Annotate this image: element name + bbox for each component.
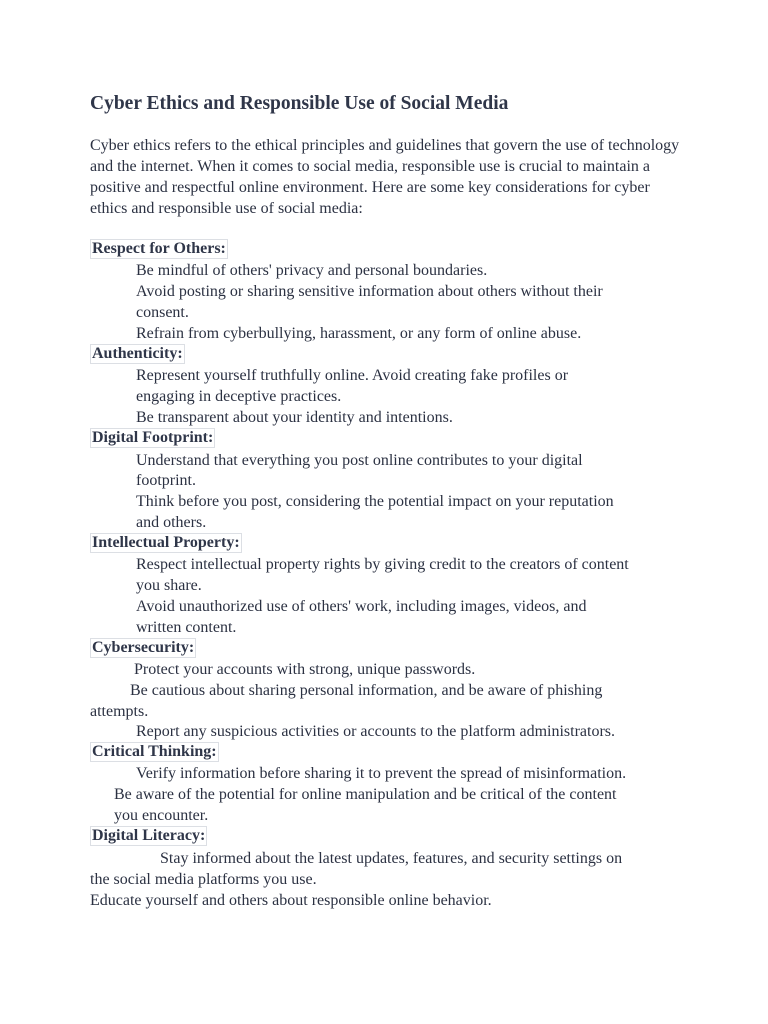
- list-item: Report any suspicious activities or accounts to the platform administrators.: [136, 723, 616, 740]
- list-item: Be cautious about sharing personal information, and be aware of phishing: [130, 682, 603, 699]
- list-item: the social media platforms you use.: [90, 871, 317, 888]
- list-item: Be transparent about your identity and intentions.: [136, 409, 453, 426]
- section-heading-digital-literacy: Digital Literacy:: [92, 827, 206, 844]
- list-item: engaging in deceptive practices.: [136, 388, 342, 405]
- list-item: you encounter.: [114, 807, 209, 824]
- section-heading-critical-thinking: Critical Thinking:: [92, 743, 217, 760]
- list-item: Avoid unauthorized use of others' work, including images, videos, and: [136, 598, 587, 615]
- list-item: Think before you post, considering the potential impact on your reputation: [136, 493, 614, 510]
- list-item: Be mindful of others' privacy and personal boundaries.: [136, 262, 488, 279]
- list-item: Refrain from cyberbullying, harassment, or any form of online abuse.: [136, 325, 582, 342]
- section-heading-digital-footprint: Digital Footprint:: [92, 429, 214, 446]
- list-item: Avoid posting or sharing sensitive information about others without their: [136, 283, 603, 300]
- list-item: Respect intellectual property rights by giving credit to the creators of content: [136, 556, 629, 573]
- section-heading-intellectual-property: Intellectual Property:: [92, 534, 240, 551]
- list-item: consent.: [136, 304, 189, 321]
- section-heading-cybersecurity: Cybersecurity:: [92, 639, 195, 656]
- list-item: Educate yourself and others about responsible online behavior.: [90, 892, 492, 909]
- list-item: you share.: [136, 577, 202, 594]
- section-heading-respect-for-others: Respect for Others:: [92, 240, 226, 257]
- list-item: Be aware of the potential for online manipulation and be critical of the content: [114, 786, 617, 803]
- list-item: Stay informed about the latest updates, features, and security settings on: [160, 850, 623, 867]
- list-item: Understand that everything you post online contributes to your digital: [136, 452, 583, 469]
- section-heading-authenticity: Authenticity:: [92, 345, 183, 362]
- list-item: Represent yourself truthfully online. Avoid creating fake profiles or: [136, 367, 569, 384]
- list-item: attempts.: [90, 703, 149, 720]
- list-item: and others.: [136, 514, 207, 531]
- list-item: Protect your accounts with strong, unique passwords.: [134, 661, 476, 678]
- intro-paragraph: Cyber ethics refers to the ethical principles and guidelines that govern the use of technology and the internet. When it comes to social media, responsible use is crucial to maintain a positive and respectful online environment. Here are some key considerations for cyber ethics and responsible use of social media:: [90, 137, 680, 217]
- list-item: written content.: [136, 619, 237, 636]
- document-title: Cyber Ethics and Responsible Use of Social Media: [90, 93, 509, 114]
- list-item: footprint.: [136, 472, 196, 489]
- list-item: Verify information before sharing it to prevent the spread of misinformation.: [136, 765, 627, 782]
